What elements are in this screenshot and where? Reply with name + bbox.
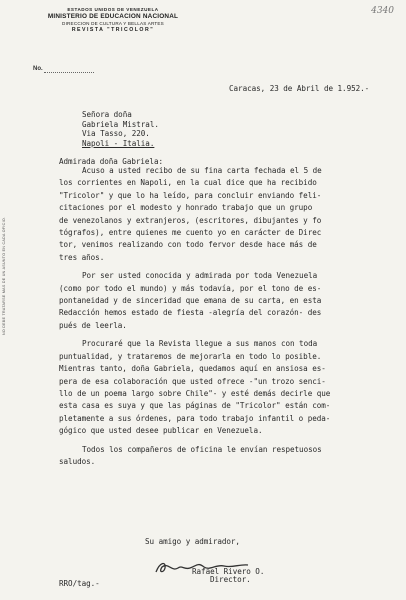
- body-line: "Tricolor" y que lo ha leído, para concluir enviando feli-: [59, 190, 322, 200]
- address-line: Napoli - Italia.: [82, 138, 155, 148]
- body-line: Acuso a usted recibo de su fina carta fechada el 5 de: [82, 166, 322, 175]
- paragraph: [59, 338, 379, 437]
- body-line: Todos los compañeros de oficina le envían respetuosos: [82, 444, 322, 454]
- closing: Su amigo y admirador,: [145, 537, 240, 546]
- body-line: Procuraré que la Revista llegue a sus manos con toda: [82, 339, 318, 349]
- letterhead-country: ESTADOS UNIDOS DE VENEZUELA: [67, 7, 159, 12]
- letterhead-ministry: MINISTERIO DE EDUCACION NACIONAL: [47, 13, 179, 20]
- reference-initials: RRO/tag.-: [59, 579, 100, 588]
- body-line: puntualidad, y trataremos de mejorarla en todo lo posible.: [59, 351, 322, 361]
- address-line: Gabriela Mistral.: [82, 119, 159, 129]
- archive-number: 4340: [371, 6, 394, 16]
- side-note: NO DEBE TRATARSE MAS DE UN ASUNTO EN CADA OFICIO.: [2, 216, 6, 335]
- body-line: (como por todo el mundo) y más todavía, por el tono de es-: [59, 283, 322, 293]
- letterhead: [18, 7, 208, 33]
- greeting: Admirada doña Gabriela:: [59, 157, 164, 166]
- body-line: tres años.: [59, 252, 105, 262]
- body-line: esta casa es suya y que las páginas de "Tricolor" están com-: [59, 401, 331, 411]
- body-line: llo de un poema largo sobre Chile"- y esté demás decirle que: [59, 388, 331, 398]
- number-line: [44, 72, 94, 73]
- body-line: tógrafos), entre quienes me cuento yo en carácter de Direc: [59, 228, 322, 238]
- paragraph: [59, 270, 379, 332]
- body-line: saludos.: [59, 456, 96, 466]
- body-line: Por ser usted conocida y admirada por toda Venezuela: [82, 271, 318, 281]
- body-line: pués de leerla.: [59, 320, 127, 330]
- signer-block: [192, 568, 264, 585]
- paragraph: [59, 165, 379, 264]
- body-line: pera de esa colaboración que usted ofrece -"un trozo senci-: [59, 376, 326, 386]
- body-line: citaciones por el modesto y honrado trabajo que un grupo: [59, 203, 313, 213]
- signer-name: Rafael Rivero O.: [192, 567, 265, 576]
- body-line: los corrientes en Napoli, en la cual dice que ha recibido: [59, 178, 317, 188]
- body-line: gógico que usted desee publicar en Venezuela.: [59, 426, 263, 436]
- body-line: pontaneidad y de sinceridad que emana de su carta, en esta: [59, 296, 322, 306]
- letterhead-journal: REVISTA "TRICOLOR": [71, 27, 155, 33]
- number-label: No.: [33, 66, 43, 72]
- body-line: Mientras tanto, doña Gabriela, quedamos aquí en ansiosa es-: [59, 364, 326, 374]
- letter-body: [59, 165, 379, 468]
- letterhead-direction: DIRECCION DE CULTURA Y BELLAS ARTES: [62, 21, 164, 26]
- recipient-address: [82, 110, 159, 148]
- body-line: Redacción hemos estado de fiesta -alegría del corazón- des: [59, 308, 322, 318]
- body-line: de venezolanos y extranjeros, (escritores, dibujantes y fo: [59, 215, 322, 225]
- letter-date: Caracas, 23 de Abril de 1.952.-: [229, 84, 370, 93]
- signer-title: Director.: [210, 575, 251, 585]
- address-line: Señora doña: [82, 110, 132, 119]
- paragraph: [59, 444, 379, 469]
- address-line: Via Tasso, 220.: [82, 129, 150, 139]
- body-line: tor, venimos realizando con todo fervor desde hace más de: [59, 240, 317, 250]
- body-line: pletamente a sus órdenes, para todo trabajo infantil o peda-: [59, 413, 331, 423]
